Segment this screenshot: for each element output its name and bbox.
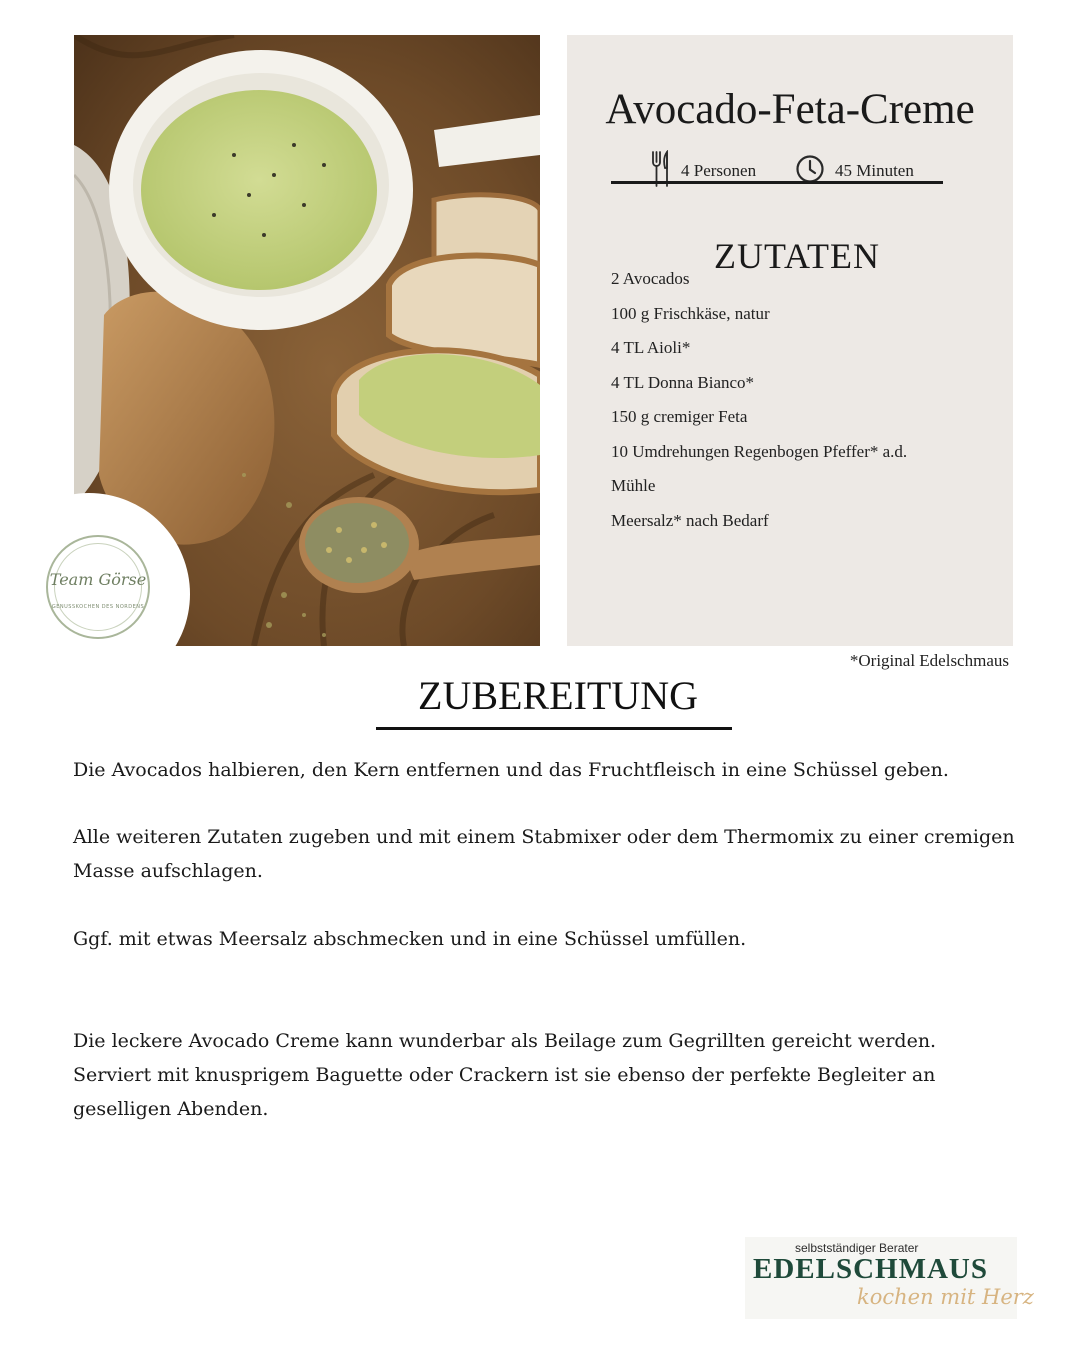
ingredient-item: 10 Umdrehungen Regenbogen Pfeffer* a.d. [611,441,908,461]
ingredient-item: 100 g Frischkäse, natur [611,303,770,323]
ingredients-heading: ZUTATEN [713,236,881,276]
preparation-step: Die Avocados halbieren, den Kern entfernen und das Fruchtfleisch in eine Schüssel geben. [73,759,949,781]
brand-tagline: kochen mit Herz [857,1285,1034,1309]
ingredient-item: Meersalz* nach Bedarf [611,510,769,530]
serving-suggestion: Serviert mit knusprigem Baguette oder Crackern ist sie ebenso der perfekte Begleiter an geselligen Abenden. [73,1064,936,1120]
preparation-heading: ZUBEREITUNG [418,673,698,718]
ingredients-list [611,262,971,538]
recipe-title: Avocado-Feta-Creme [605,86,975,133]
servings-text: 4 Personen [681,161,757,180]
preparation-step: Ggf. mit etwas Meersalz abschmecken und in eine Schüssel umfüllen. [73,928,747,950]
preparation-divider [376,727,732,730]
ingredient-item: 150 g cremiger Feta [611,407,748,426]
brand-logo [745,1237,1034,1319]
ingredient-item: 4 TL Donna Bianco* [611,372,755,392]
time-text: 45 Minuten [835,161,914,180]
ingredient-item: 2 Avocados [611,269,690,288]
recipe-info-card [567,35,1013,646]
serving-suggestion: Die leckere Avocado Creme kann wunderbar als Beilage zum Gegrillten gereicht werden. [73,1030,937,1052]
ingredient-item: 4 TL Aioli* [611,338,691,357]
footnote: *Original Edelschmaus [849,651,1009,670]
ingredient-item: Mühle [611,476,656,495]
team-badge-subtitle: GENUSSKOCHEN DES NORDENS [51,604,145,610]
team-badge-name: Team Görse [49,570,147,589]
brand-subtitle: selbstständiger Berater [795,1241,919,1255]
preparation-step: Alle weiteren Zutaten zugeben und mit einem Stabmixer oder dem Thermomix zu einer cremigen Masse aufschlagen. [73,826,1015,882]
brand-name: EDELSCHMAUS [753,1253,988,1285]
card-divider [611,181,943,184]
cutlery-icon [651,150,671,192]
